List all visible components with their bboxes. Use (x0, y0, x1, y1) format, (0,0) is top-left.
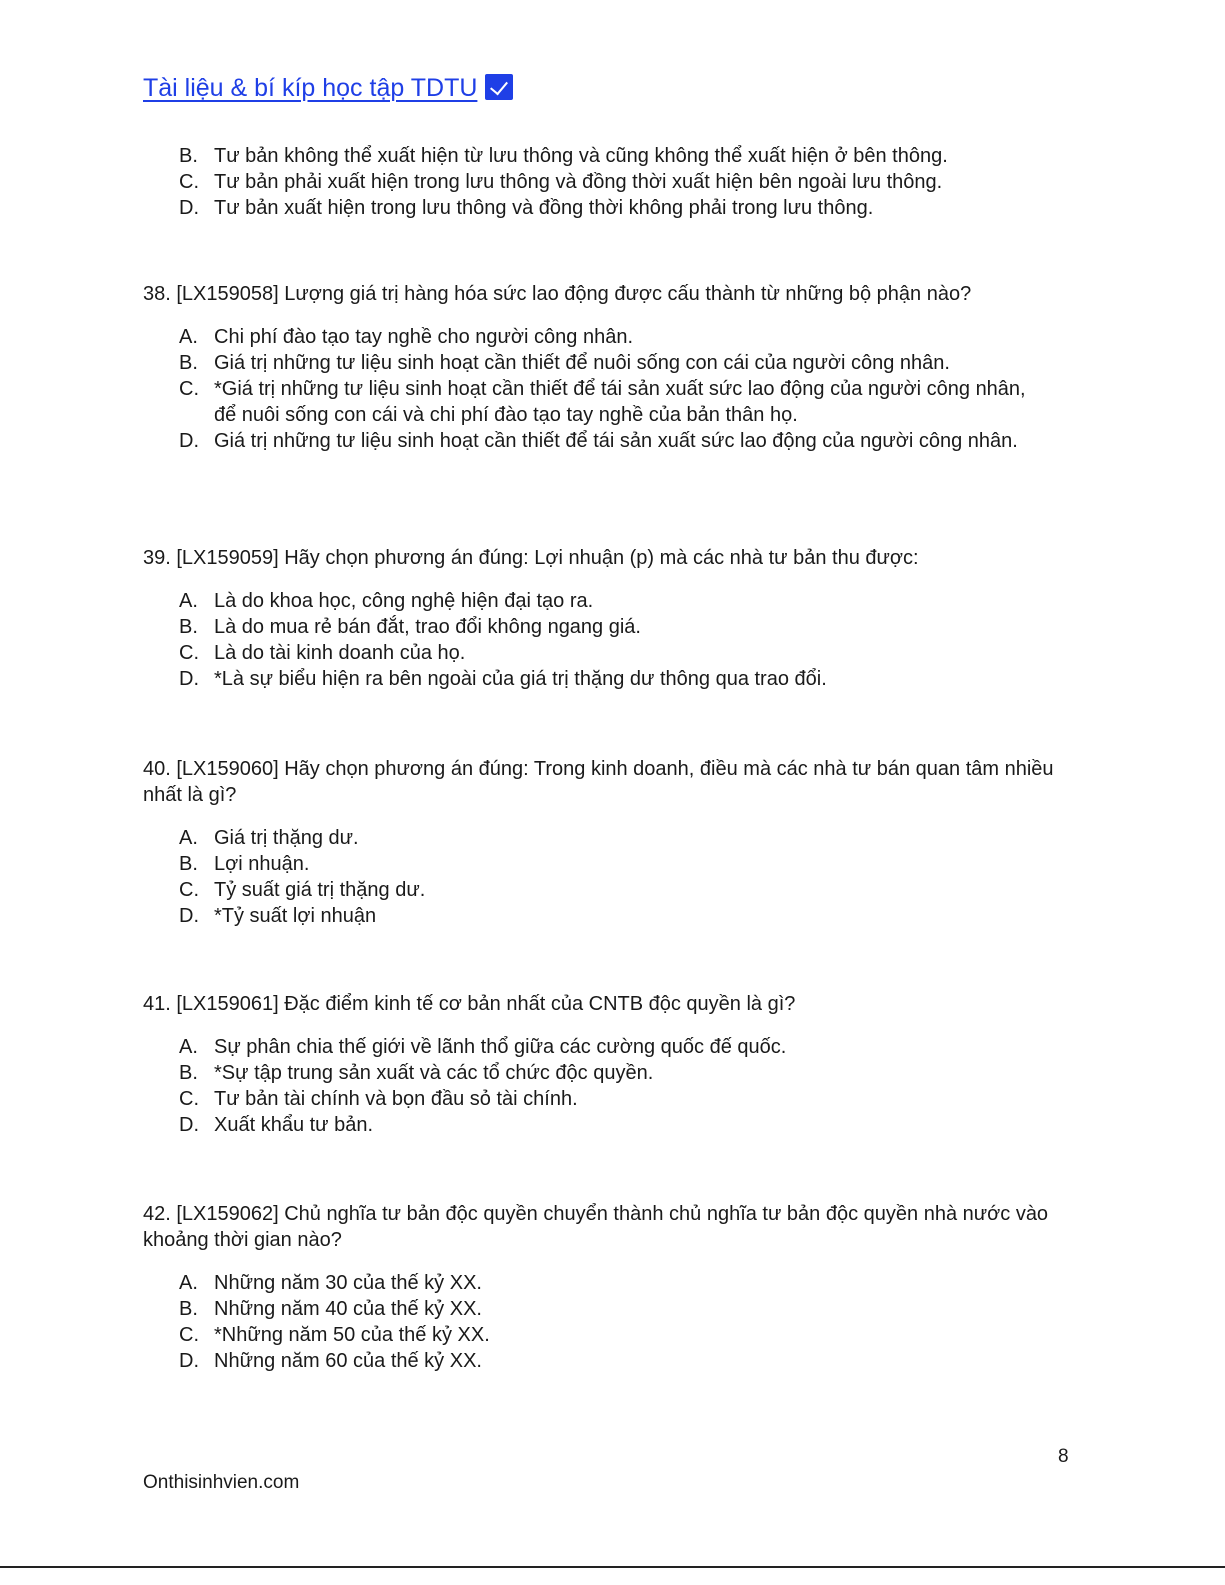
option-text: Tư bản không thể xuất hiện từ lưu thông và cũng không thể xuất hiện ở bên thông. (214, 145, 948, 167)
option-text: Là do khoa học, công nghệ hiện đại tạo ra. (214, 590, 594, 612)
option-text: *Tỷ suất lợi nhuận (214, 905, 377, 927)
answer-options (143, 1270, 1063, 1374)
answer-option (179, 877, 1063, 903)
option-letter: B. (179, 352, 198, 374)
answer-option (179, 666, 1063, 692)
option-letter: C. (179, 378, 199, 400)
option-letter: A. (179, 326, 198, 348)
header-link-text: Tài liệu & bí kíp học tập TDTU (143, 74, 478, 102)
option-letter: D. (179, 1350, 199, 1372)
question-stem: 42. [LX159062] Chủ nghĩa tư bản độc quyền chuyển thành chủ nghĩa tư bản độc quyền nhà nước vào khoảng thời gian nào? (143, 1203, 1049, 1251)
option-text: *Sự tập trung sản xuất và các tổ chức độc quyền. (214, 1062, 654, 1084)
answer-option (179, 640, 1063, 666)
option-text: Giá trị thặng dư. (214, 827, 359, 849)
option-letter: D. (179, 430, 199, 452)
answer-options (143, 324, 1063, 454)
answer-option (179, 1348, 1063, 1374)
option-text: Lợi nhuận. (214, 853, 310, 875)
answer-option (179, 825, 1063, 851)
option-letter: C. (179, 171, 199, 193)
answer-option (179, 1034, 1063, 1060)
footer-site: Onthisinhvien.com (143, 1472, 300, 1493)
answer-option (179, 169, 1063, 195)
answer-option (179, 1086, 1063, 1112)
question-38 (143, 281, 1063, 454)
option-text: Tỷ suất giá trị thặng dư. (214, 879, 426, 901)
option-letter: A. (179, 1036, 198, 1058)
option-text: Giá trị những tư liệu sinh hoạt cần thiết để nuôi sống con cái của người công nhân. (214, 352, 950, 374)
option-text: Chi phí đào tạo tay nghề cho người công nhân. (214, 326, 634, 348)
answer-option (179, 143, 1063, 169)
question-stem: 39. [LX159059] Hãy chọn phương án đúng: Lợi nhuận (p) mà các nhà tư bản thu được: (143, 547, 919, 569)
answer-options (143, 588, 1063, 692)
option-letter: D. (179, 905, 199, 927)
option-text: Những năm 30 của thế kỷ XX. (214, 1272, 482, 1294)
option-letter: A. (179, 827, 198, 849)
question-stem: 38. [LX159058] Lượng giá trị hàng hóa sức lao động được cấu thành từ những bộ phận nào? (143, 283, 972, 305)
option-text: *Giá trị những tư liệu sinh hoạt cần thiết để tái sản xuất sức lao động của người công nhân, để nuôi sống con cái và chi phí đào tạo tay nghề của bản thân họ. (214, 378, 1026, 426)
option-letter: D. (179, 1114, 199, 1136)
option-text: *Những năm 50 của thế kỷ XX. (214, 1324, 490, 1346)
answer-option (179, 376, 1063, 428)
leftover-options (143, 143, 1063, 221)
bottom-rule (0, 1566, 1225, 1568)
option-letter: B. (179, 1062, 198, 1084)
answer-option (179, 903, 1063, 929)
option-text: Xuất khẩu tư bản. (214, 1114, 374, 1136)
question-stem: 40. [LX159060] Hãy chọn phương án đúng: Trong kinh doanh, điều mà các nhà tư bán quan tâm nhiều nhất là gì? (143, 758, 1054, 806)
option-letter: C. (179, 642, 199, 664)
answer-option (179, 350, 1063, 376)
answer-option (179, 851, 1063, 877)
answer-option (179, 428, 1063, 454)
option-letter: D. (179, 668, 199, 690)
checkbox-check-icon (485, 74, 513, 100)
option-text: Những năm 40 của thế kỷ XX. (214, 1298, 482, 1320)
option-letter: D. (179, 197, 199, 219)
answer-option (179, 1322, 1063, 1348)
option-text: Sự phân chia thế giới về lãnh thổ giữa các cường quốc đế quốc. (214, 1036, 787, 1058)
answer-options (143, 1034, 1063, 1138)
answer-option (179, 588, 1063, 614)
option-letter: C. (179, 1324, 199, 1346)
option-text: Tư bản phải xuất hiện trong lưu thông và đồng thời xuất hiện bên ngoài lưu thông. (214, 171, 943, 193)
option-letter: B. (179, 145, 198, 167)
answer-option (179, 1112, 1063, 1138)
option-letter: C. (179, 879, 199, 901)
answer-options (143, 825, 1063, 929)
option-text: Tư bản tài chính và bọn đầu sỏ tài chính. (214, 1088, 578, 1110)
question-stem: 41. [LX159061] Đặc điểm kinh tế cơ bản nhất của CNTB độc quyền là gì? (143, 993, 796, 1015)
option-letter: A. (179, 1272, 198, 1294)
question-39 (143, 545, 1063, 692)
option-text: *Là sự biểu hiện ra bên ngoài của giá trị thặng dư thông qua trao đổi. (214, 668, 827, 690)
question-42 (143, 1201, 1063, 1374)
option-letter: C. (179, 1088, 199, 1110)
answer-option (179, 195, 1063, 221)
option-text: Giá trị những tư liệu sinh hoạt cần thiết để tái sản xuất sức lao động của người công nhân. (214, 430, 1018, 452)
option-letter: A. (179, 590, 198, 612)
answer-option (179, 1270, 1063, 1296)
option-letter: B. (179, 616, 198, 638)
option-letter: B. (179, 1298, 198, 1320)
question-40 (143, 756, 1063, 929)
option-text: Là do mua rẻ bán đắt, trao đổi không ngang giá. (214, 616, 641, 638)
option-text: Là do tài kinh doanh của họ. (214, 642, 466, 664)
option-text: Những năm 60 của thế kỷ XX. (214, 1350, 482, 1372)
question-41 (143, 991, 1063, 1138)
page-number: 8 (1058, 1446, 1069, 1467)
answer-option (179, 1296, 1063, 1322)
answer-option (179, 1060, 1063, 1086)
option-text: Tư bản xuất hiện trong lưu thông và đồng thời không phải trong lưu thông. (214, 197, 874, 219)
answer-option (179, 614, 1063, 640)
header-link[interactable] (143, 74, 513, 103)
option-letter: B. (179, 853, 198, 875)
answer-option (179, 324, 1063, 350)
